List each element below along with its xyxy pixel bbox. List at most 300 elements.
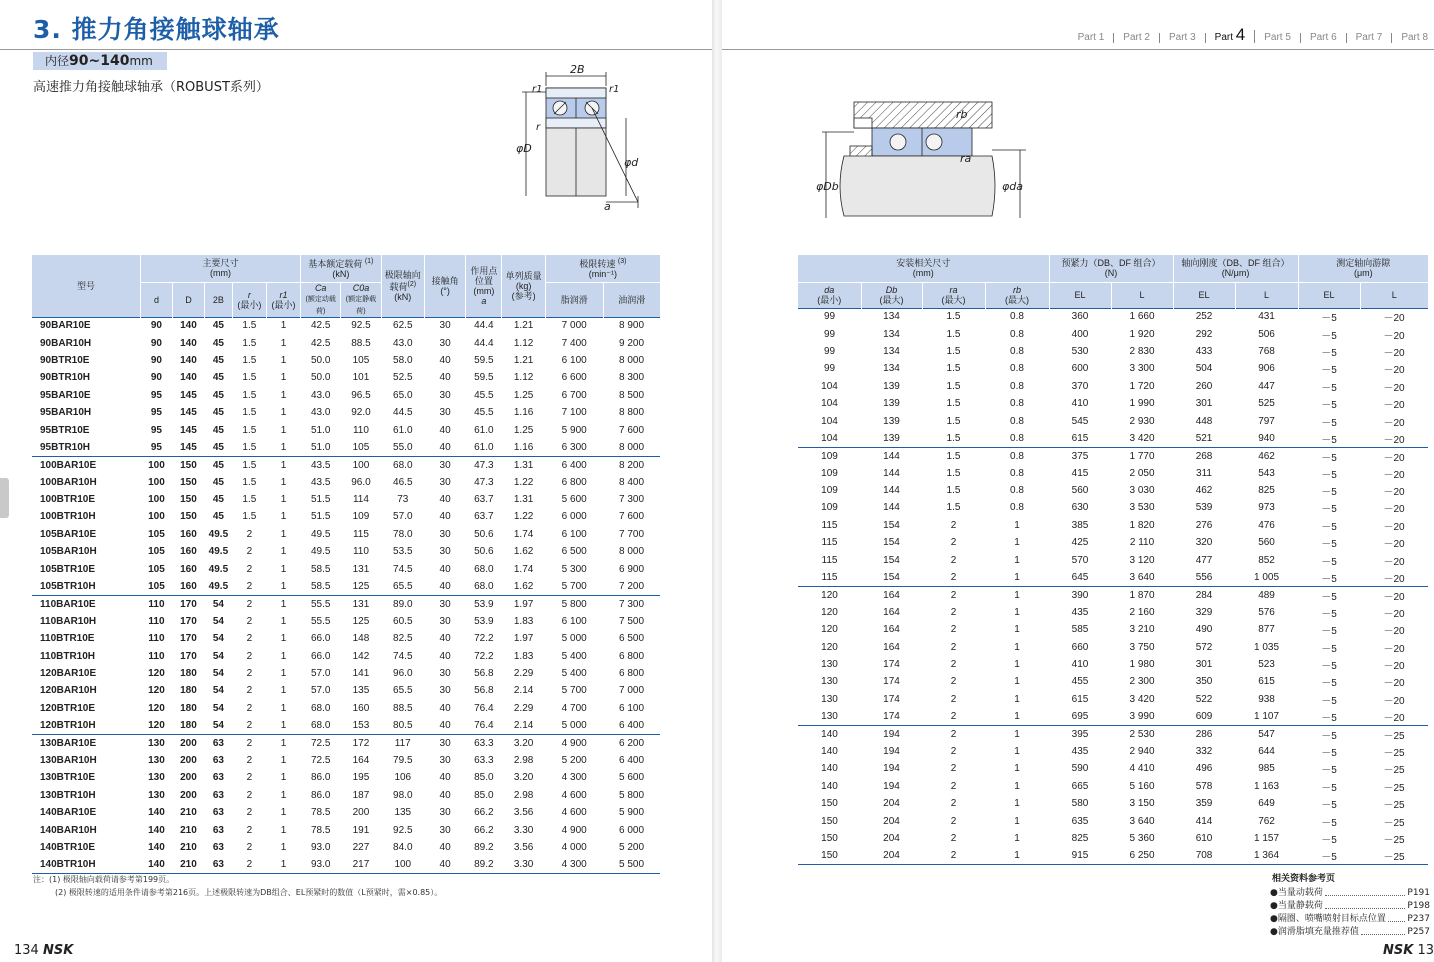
footnote-1: 注：(1) 极限轴向载荷请参考第199页。	[33, 875, 175, 884]
table-cell: 109	[821, 485, 838, 497]
col-r1	[266, 282, 300, 317]
bearing-model-cell: 140BTR10E	[40, 841, 96, 853]
table-cell: －20	[1383, 643, 1405, 655]
table-cell: 1	[280, 841, 287, 853]
bearing-model-cell: 110BTR10H	[40, 650, 96, 662]
reference-label: ●当量动载荷	[1270, 888, 1323, 898]
table-cell: 54	[212, 650, 224, 662]
table-cell: 6 000	[561, 511, 587, 523]
table-cell: 45	[212, 441, 224, 453]
table-cell: 433	[1195, 345, 1213, 357]
table-cell: 1	[1014, 832, 1020, 844]
ra-sym: ra	[949, 285, 958, 295]
table-cell: 170	[180, 615, 197, 627]
table-cell: 43.5	[301, 456, 341, 473]
label-2B: 2B	[570, 63, 585, 76]
table-cell: －5	[1298, 308, 1360, 325]
table-cell: 1.31	[502, 456, 545, 473]
part-nav-item-8[interactable]	[1392, 33, 1434, 43]
table-cell: 45	[212, 389, 224, 401]
bearing-model-cell: 130BTR10H	[40, 789, 96, 801]
table-cell: 320	[1195, 537, 1213, 549]
table-cell: 1 770	[1111, 447, 1173, 464]
part-navigation	[1069, 25, 1434, 44]
table-cell: 1	[1014, 815, 1020, 827]
table-cell: 447	[1258, 380, 1275, 392]
table-row	[798, 795, 1428, 812]
table-cell: 130	[821, 693, 838, 705]
left-page	[0, 0, 712, 962]
table-cell: 44.5	[393, 407, 413, 419]
col-stiffness-group	[1173, 255, 1298, 282]
ca-desc: (额定动载荷)	[305, 295, 336, 315]
table-cell: 93.0	[310, 841, 331, 853]
table-cell: 0.8	[1010, 328, 1024, 340]
table-cell: 1.5	[242, 424, 257, 436]
table-cell: 194	[883, 763, 900, 775]
table-cell: 1	[280, 528, 287, 540]
range-unit: mm	[129, 54, 153, 68]
col-model-header: 型号	[32, 255, 140, 317]
table-cell: 99	[823, 328, 836, 340]
table-cell: 30	[439, 337, 451, 349]
table-row	[32, 787, 660, 804]
table-cell: 105	[148, 528, 165, 540]
table-cell: 30	[424, 317, 465, 334]
bearing-model-cell: 120BTR10H	[40, 719, 96, 731]
table-cell: 144	[883, 502, 900, 514]
table-cell: －5	[1321, 817, 1337, 829]
part-nav-item-2[interactable]	[1114, 33, 1160, 43]
table-cell: 99	[823, 345, 836, 357]
col-mass	[502, 255, 545, 317]
table-cell: 644	[1258, 745, 1275, 757]
table-cell: 49.5	[310, 528, 331, 540]
side-tab	[0, 478, 9, 518]
table-cell: 109	[821, 467, 838, 479]
table-cell: 194	[861, 725, 922, 742]
table-cell: 5 700	[561, 685, 587, 697]
table-cell: 615	[1071, 693, 1089, 705]
table-cell: 2	[246, 633, 253, 645]
table-cell: 92.5	[341, 317, 381, 334]
table-cell: 1.22	[513, 476, 534, 488]
table-cell: 6 100	[561, 528, 587, 540]
reference-item	[1270, 887, 1430, 900]
table-cell: 53.9	[474, 615, 494, 627]
bearing-model-cell: 140BAR10E	[40, 807, 97, 819]
table-cell: 8 000	[619, 354, 645, 366]
table-cell: 448	[1195, 415, 1213, 427]
dims-unit: (mm)	[210, 268, 231, 279]
table-cell: 210	[172, 856, 204, 873]
table-cell: 556	[1195, 571, 1213, 583]
table-cell: －5	[1321, 365, 1337, 377]
table-cell: 55.5	[301, 595, 341, 612]
table-cell: 57.0	[310, 668, 331, 679]
table-cell: －25	[1383, 800, 1405, 812]
table-cell: 30	[439, 407, 451, 419]
table-cell: 115	[821, 571, 838, 583]
table-cell: 615	[1258, 676, 1275, 688]
table-cell: 139	[883, 380, 900, 392]
table-cell: －5	[1321, 608, 1337, 620]
table-cell: －5	[1321, 539, 1337, 551]
table-cell: 2	[950, 798, 957, 810]
table-cell: 635	[1071, 815, 1089, 827]
table-cell: 105	[148, 563, 165, 575]
table-cell: 80.5	[393, 719, 413, 731]
load-center-sym: a	[481, 295, 487, 306]
table-cell: 385	[1071, 519, 1089, 531]
table-cell: －25	[1360, 847, 1428, 864]
table-cell: 3 420	[1129, 432, 1155, 444]
table-cell: 140	[180, 372, 197, 384]
table-cell: 30	[424, 734, 465, 751]
table-cell: 120	[148, 668, 165, 679]
part-nav-item-6[interactable]	[1301, 33, 1347, 43]
table-cell: －20	[1383, 661, 1405, 672]
table-cell: 572	[1195, 641, 1213, 653]
table-cell: 268	[1173, 447, 1235, 464]
part-nav-label: Part	[1264, 32, 1283, 43]
table-cell: 3 530	[1129, 502, 1155, 514]
table-cell: 1.74	[513, 563, 534, 575]
table-row	[798, 360, 1428, 377]
table-cell: 130	[148, 754, 165, 766]
table-cell: 0.8	[1010, 363, 1024, 375]
table-cell: －20	[1360, 586, 1428, 603]
table-cell: 1.5	[242, 494, 257, 506]
table-cell: 217	[341, 856, 381, 873]
table-cell: －5	[1321, 834, 1337, 846]
table-cell: 2	[950, 693, 957, 705]
load-note: (1)	[364, 258, 374, 266]
table-cell: 2	[950, 745, 957, 757]
table-cell: 0.8	[1010, 415, 1024, 427]
col-oil: 油润滑	[603, 282, 660, 317]
table-cell: 164	[861, 586, 922, 603]
table-cell: 2	[232, 595, 266, 612]
table-cell: 78.5	[310, 807, 331, 819]
table-cell: 90	[150, 372, 162, 384]
table-cell: 1	[280, 633, 287, 645]
table-cell: 120	[148, 702, 165, 714]
table-cell: 7 100	[561, 407, 587, 419]
table-cell: 1.5	[946, 345, 961, 357]
table-cell: 415	[1071, 467, 1089, 479]
table-cell: 1	[280, 824, 287, 836]
table-cell: 164	[883, 606, 900, 618]
table-cell: 1	[266, 856, 300, 873]
table-cell: －20	[1383, 678, 1405, 690]
table-cell: 1.5	[946, 363, 961, 375]
load-center-label: 作用点位置	[470, 265, 498, 286]
table-cell: 1 870	[1111, 586, 1173, 603]
table-cell: 2.14	[513, 685, 534, 697]
table-cell: 496	[1195, 763, 1213, 775]
table-cell: 410	[1071, 398, 1089, 410]
table-cell: 5 800	[619, 789, 645, 801]
table-cell: 6 700	[561, 389, 587, 401]
part-nav-label: Part	[1123, 32, 1142, 43]
table-cell: 1.5	[946, 485, 961, 497]
table-cell: 54	[204, 595, 232, 612]
table-cell: 140	[148, 841, 165, 853]
table-cell: 7 400	[561, 337, 587, 349]
table-cell: 55.5	[310, 615, 331, 627]
table-cell: 2	[950, 554, 957, 566]
table-cell: 140	[798, 725, 861, 742]
table-row	[798, 638, 1428, 655]
table-cell: 585	[1071, 624, 1089, 636]
table-row	[32, 387, 660, 404]
table-cell: 50.6	[474, 528, 494, 540]
table-cell: 2.98	[513, 754, 534, 766]
load-unit: (kN)	[332, 269, 350, 280]
table-cell: 1.5	[242, 441, 257, 453]
table-cell: 3 030	[1129, 485, 1155, 497]
table-cell: 120	[821, 606, 838, 618]
table-cell: 57.0	[393, 511, 413, 523]
table-cell: 74.5	[393, 563, 413, 575]
table-cell: 101	[352, 372, 370, 384]
table-cell: 462	[1235, 447, 1298, 464]
table-cell: 1.5	[946, 380, 961, 392]
table-cell: 5 500	[603, 856, 660, 873]
reference-pages	[1270, 873, 1430, 939]
table-cell: 2 160	[1129, 606, 1155, 618]
table-cell: 6 100	[561, 615, 587, 627]
table-cell: 191	[352, 824, 370, 836]
table-cell: 44.4	[474, 337, 494, 349]
table-cell: 1	[266, 456, 300, 473]
reference-label: ●当量静载荷	[1270, 901, 1323, 911]
table-cell: －5	[1321, 695, 1337, 707]
table-cell: 100	[381, 856, 424, 873]
table-cell: 45	[204, 317, 232, 334]
table-cell: 40	[439, 702, 451, 714]
table-row	[32, 439, 660, 456]
table-cell: 539	[1195, 502, 1213, 514]
table-cell: 1.5	[922, 447, 985, 464]
label-ra: ra	[960, 152, 972, 165]
part-nav-label: Part	[1401, 32, 1420, 43]
table-cell: 506	[1258, 328, 1275, 340]
col-speed-group	[545, 255, 660, 282]
table-cell: 301	[1195, 659, 1213, 670]
table-cell: 154	[883, 554, 900, 566]
col-2B: 2B	[204, 282, 232, 317]
table-cell: 0.8	[1010, 398, 1024, 410]
table-cell: －25	[1383, 765, 1405, 777]
table-cell: 1.5	[232, 317, 266, 334]
table-cell: 85.0	[474, 789, 494, 801]
r1-min: (最小)	[271, 299, 296, 310]
table-cell: 90	[140, 317, 172, 334]
left-page-number	[14, 943, 73, 958]
table-cell: 435	[1071, 745, 1089, 757]
col-C0a	[341, 282, 381, 317]
table-cell: 477	[1195, 554, 1213, 566]
table-cell: 154	[883, 571, 900, 583]
part-nav-item-1[interactable]	[1069, 33, 1115, 43]
table-cell: －20	[1383, 417, 1405, 429]
table-cell: 89.2	[466, 856, 502, 873]
table-cell: 2	[246, 824, 253, 836]
part-nav-item-7[interactable]	[1347, 33, 1393, 43]
table-cell: 51.0	[310, 441, 331, 453]
table-cell: 1.5	[242, 476, 257, 488]
table-cell: 135	[394, 807, 412, 819]
table-cell: 665	[1071, 780, 1089, 792]
reference-title: 相关资料参考页	[1272, 874, 1336, 884]
load-group-label: 基本额定载荷	[308, 259, 363, 270]
table-cell: 30	[439, 668, 451, 679]
table-cell: 852	[1258, 554, 1275, 566]
col-clear-L: L	[1360, 282, 1428, 308]
table-cell: 120	[148, 685, 165, 697]
right-page-number	[1383, 943, 1434, 958]
table-cell: 1	[280, 546, 287, 558]
table-cell: 51.0	[310, 424, 331, 436]
table-cell: 145	[180, 389, 197, 401]
table-cell: 0.8	[985, 447, 1049, 464]
table-cell: －25	[1383, 747, 1405, 759]
table-cell: 1	[1014, 624, 1020, 636]
part-nav-item-5[interactable]	[1255, 33, 1301, 43]
table-row	[32, 491, 660, 508]
table-cell: 95	[150, 424, 162, 436]
table-row	[798, 673, 1428, 690]
table-cell: 40	[439, 772, 451, 784]
table-cell: 100	[148, 511, 165, 523]
bearing-model-cell: 120BAR10H	[40, 685, 97, 697]
table-cell: 43.0	[310, 407, 331, 419]
table-cell: 2	[232, 734, 266, 751]
table-cell: 2	[950, 659, 957, 670]
mounting-diagram	[814, 96, 1034, 226]
table-cell: 100	[341, 456, 381, 473]
reference-item	[1270, 900, 1430, 913]
table-cell: 74.5	[393, 650, 413, 662]
table-cell: 141	[352, 668, 370, 679]
part-nav-label: Part	[1168, 32, 1188, 43]
page-num-134: 134	[14, 943, 39, 958]
table-cell: 649	[1258, 798, 1275, 810]
table-cell: 0.8	[1010, 345, 1024, 357]
table-cell: 5 400	[561, 668, 587, 679]
table-cell: 2 940	[1129, 745, 1155, 757]
table-cell: 2 930	[1129, 415, 1155, 427]
table-cell: 130	[821, 676, 838, 688]
table-cell: 6 100	[619, 702, 645, 714]
table-cell: 76.4	[474, 719, 494, 731]
table-cell: 1	[280, 719, 287, 731]
table-cell: 180	[180, 719, 197, 731]
table-cell: 940	[1258, 432, 1275, 444]
table-cell: 144	[883, 467, 900, 479]
table-cell: 85.0	[474, 772, 494, 784]
table-cell: －20	[1383, 330, 1405, 342]
table-cell: 0.8	[1010, 485, 1024, 497]
table-cell: 8 000	[619, 441, 645, 453]
table-cell: 877	[1258, 624, 1275, 636]
table-cell: 2	[950, 763, 957, 775]
table-row	[32, 369, 660, 386]
table-cell: 59.5	[474, 354, 494, 366]
part-nav-item-3[interactable]	[1160, 33, 1206, 43]
table-cell: 78.0	[393, 528, 413, 540]
table-cell: 43.5	[310, 476, 331, 488]
stiffness-label: 轴向刚度（DB、DF 组合）	[1181, 258, 1290, 269]
table-cell: 2.98	[513, 789, 534, 801]
table-row	[32, 526, 660, 543]
table-cell: 172	[341, 734, 381, 751]
table-cell: －5	[1321, 400, 1337, 412]
table-cell: 1.16	[513, 441, 534, 453]
title-divider	[0, 49, 712, 50]
table-cell: 8 300	[619, 372, 645, 384]
table-cell: 2	[922, 847, 985, 864]
table-cell: 66.2	[474, 807, 494, 819]
col-stiff-EL: EL	[1173, 282, 1235, 308]
table-cell: 1.16	[513, 407, 534, 419]
table-cell: 45	[212, 476, 224, 488]
label-r1-left: r1	[532, 84, 543, 95]
table-cell: 1	[1014, 798, 1020, 810]
bearing-model-cell: 105BTR10H	[40, 580, 96, 592]
table-cell: 938	[1258, 693, 1275, 705]
table-cell: 54	[212, 633, 224, 645]
table-cell: 350	[1195, 676, 1213, 688]
table-row	[32, 456, 660, 473]
table-cell: 4 410	[1129, 763, 1155, 775]
table-cell: 131	[352, 563, 370, 575]
table-cell: 131	[341, 595, 381, 612]
table-cell: 570	[1071, 554, 1089, 566]
table-cell: 140	[140, 856, 172, 873]
table-row	[32, 734, 660, 751]
table-cell: 30	[439, 615, 451, 627]
table-cell: 30	[439, 807, 451, 819]
table-cell: 44.4	[466, 317, 502, 334]
table-row	[32, 578, 660, 595]
part-nav-label: Part	[1309, 32, 1329, 43]
axial-limit-note: (2)	[407, 280, 417, 288]
leader-dots	[1361, 926, 1406, 935]
bearing-section-diagram	[510, 62, 650, 212]
col-rb	[985, 282, 1049, 308]
table-row	[32, 508, 660, 525]
table-cell: 1	[1014, 693, 1020, 705]
table-cell: 5 300	[561, 563, 587, 575]
stiffness-unit: (N/μm)	[1221, 268, 1250, 279]
table-cell: 906	[1258, 363, 1275, 375]
table-cell: 3 150	[1129, 798, 1155, 810]
table-cell: 51.5	[310, 494, 331, 506]
table-cell: 140	[148, 807, 165, 819]
table-cell: 160	[180, 546, 197, 558]
table-cell: 45	[212, 354, 224, 366]
table-cell: 825	[1071, 832, 1089, 844]
part-nav-item-4[interactable]	[1206, 25, 1256, 44]
table-cell: 2	[950, 606, 957, 618]
table-cell: 2 050	[1129, 467, 1155, 479]
bearing-model-cell: 100BAR10H	[40, 476, 97, 488]
table-cell: 1.12	[513, 337, 534, 349]
table-cell: 52.5	[393, 372, 413, 384]
